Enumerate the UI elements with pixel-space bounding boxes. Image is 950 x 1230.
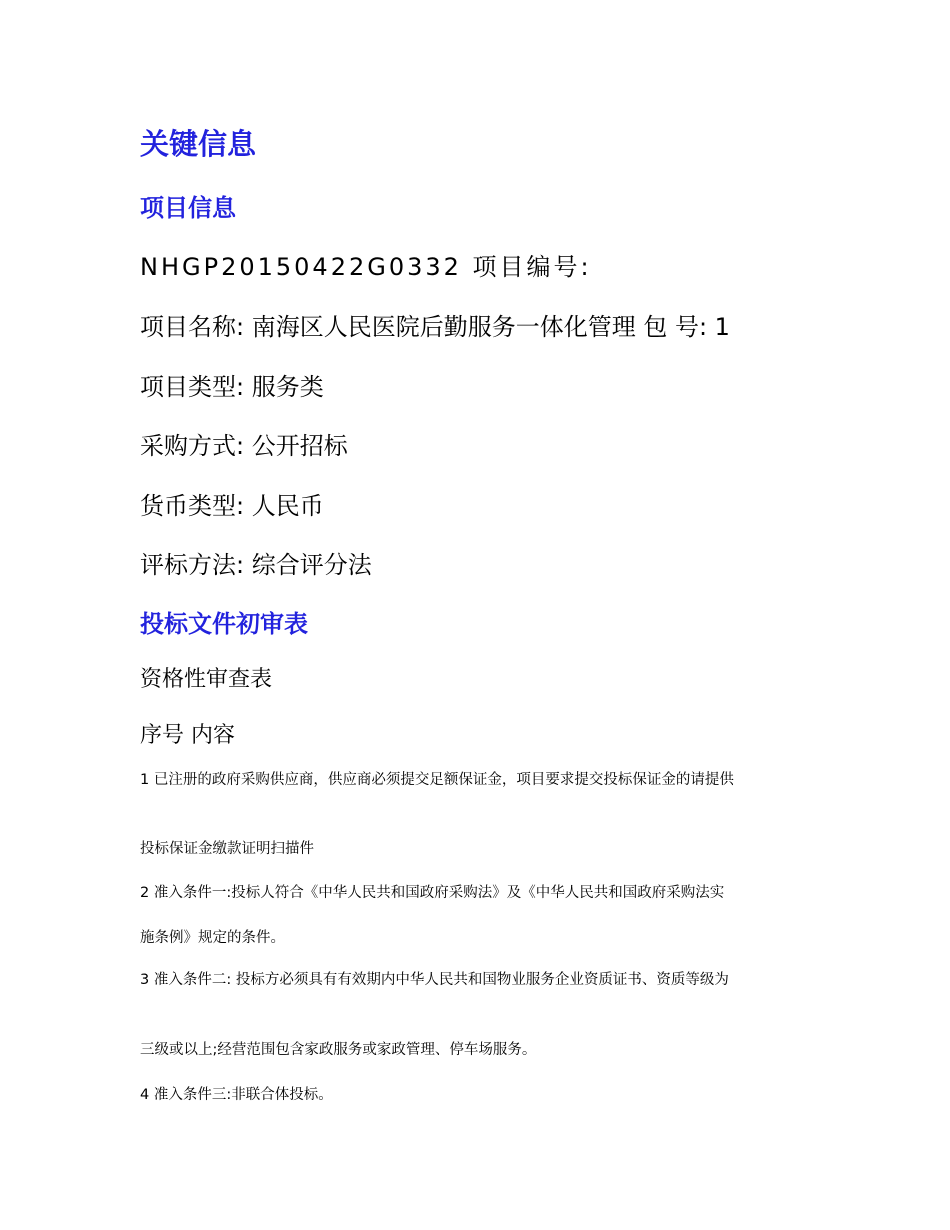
currency-type-line: 货币类型: 人民币 xyxy=(140,492,324,520)
table-columns-line: 序号 内容 xyxy=(140,723,235,748)
review-item-3-cont: 三级或以上;经营范围包含家政服务或家政管理、停车场服务。 xyxy=(140,1042,537,1058)
heading-key-info: 关键信息 xyxy=(140,127,257,161)
qualification-table-title: 资格性审查表 xyxy=(140,667,273,692)
review-item-1: 1 已注册的政府采购供应商，供应商必须提交足额保证金，项目要求提交投标保证金的请提供 xyxy=(140,772,734,788)
project-number-line: NHGP20150422G0332 项目编号: xyxy=(140,253,592,281)
review-item-2-cont: 施条例》规定的条件。 xyxy=(140,930,285,946)
procurement-method-line: 采购方式: 公开招标 xyxy=(140,432,348,460)
review-item-2: 2 准入条件一:投标人符合《中华人民共和国政府采购法》及《中华人民共和国政府采购法实 xyxy=(140,885,725,901)
heading-project-info: 项目信息 xyxy=(140,194,236,222)
evaluation-method-line: 评标方法: 综合评分法 xyxy=(140,551,372,579)
review-item-1-cont: 投标保证金缴款证明扫描件 xyxy=(140,841,314,857)
project-type-line: 项目类型: 服务类 xyxy=(140,373,324,401)
heading-bid-review: 投标文件初审表 xyxy=(140,610,308,638)
review-item-4: 4 准入条件三:非联合体投标。 xyxy=(140,1087,333,1103)
project-name-line: 项目名称: 南海区人民医院后勤服务一体化管理 包 号: 1 xyxy=(140,313,730,341)
review-item-3: 3 准入条件二: 投标方必须具有有效期内中华人民共和国物业服务企业资质证书、资质等级为 xyxy=(140,972,729,988)
